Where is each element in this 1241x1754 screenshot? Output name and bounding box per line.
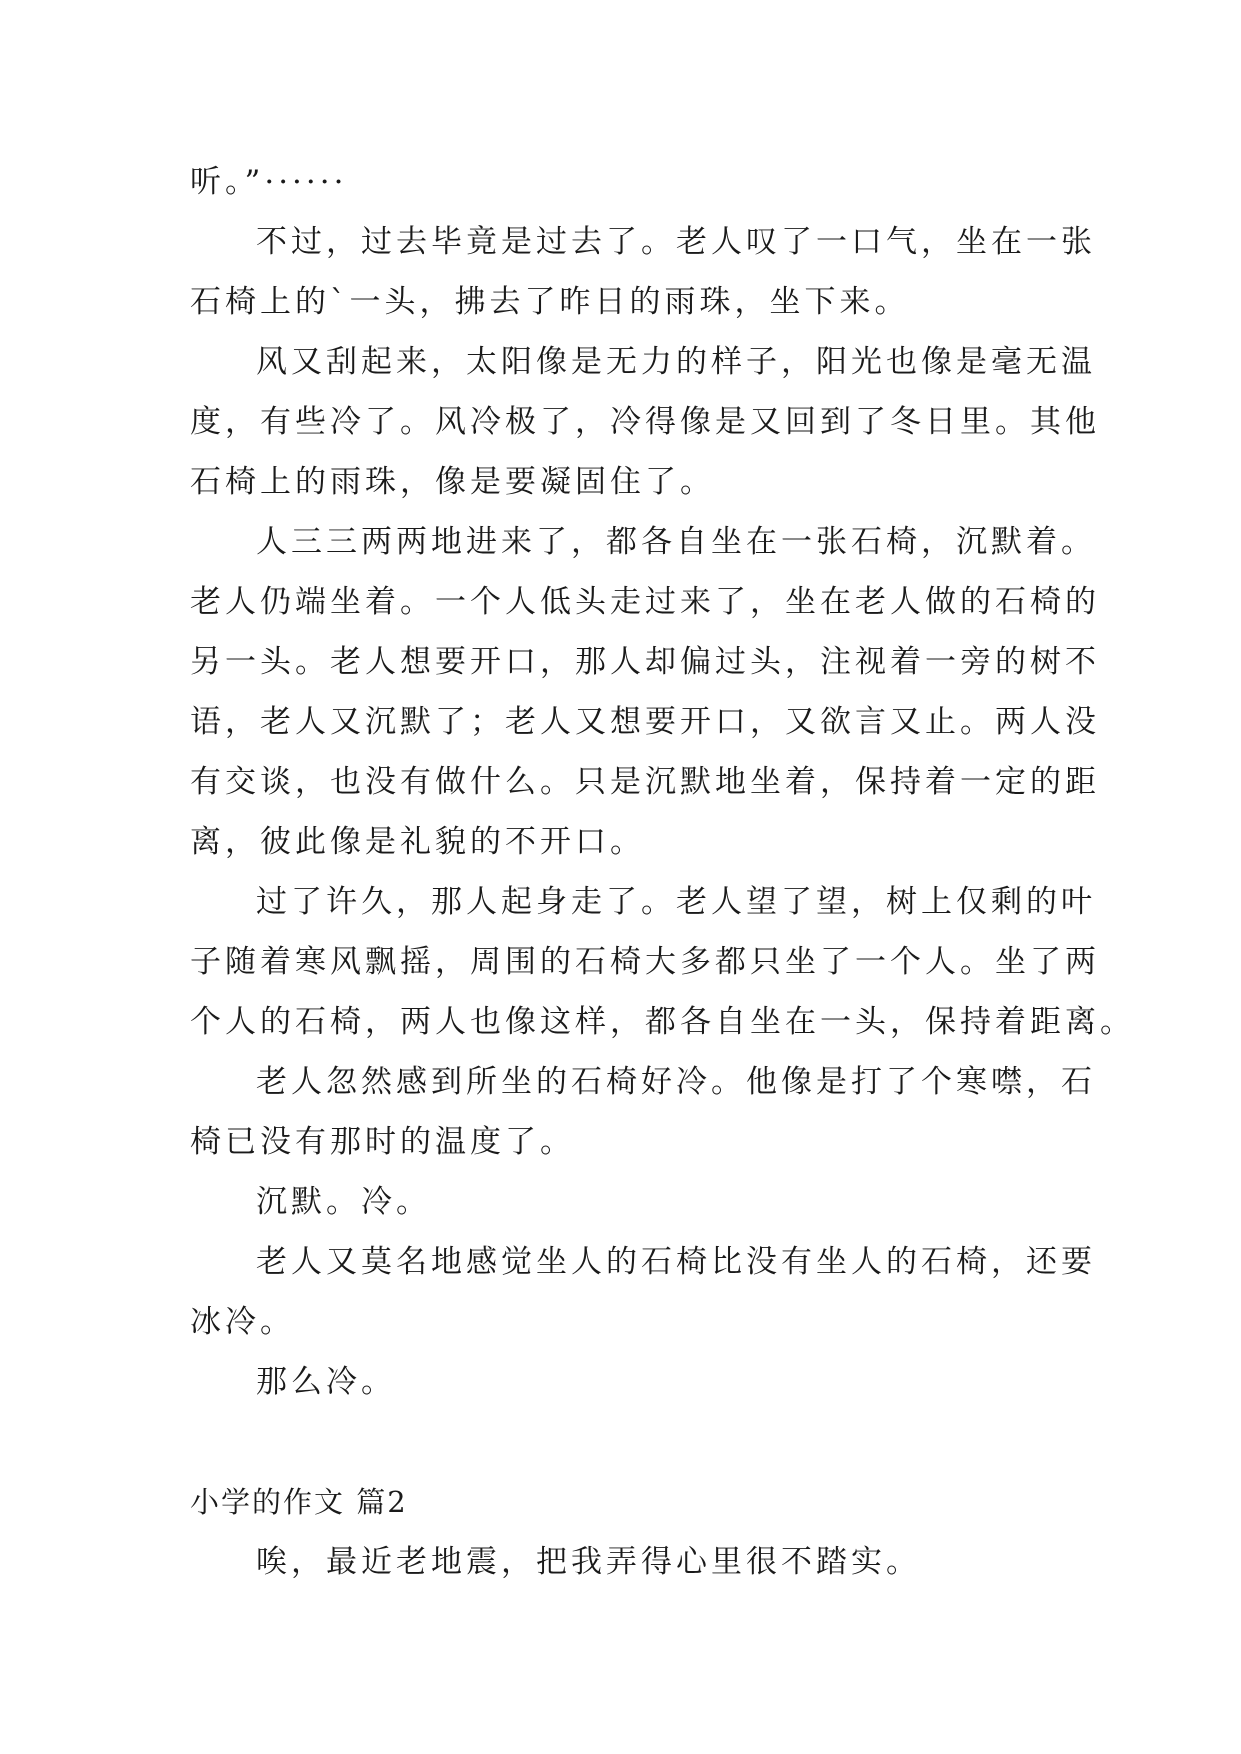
paragraph-line: 另一头。老人想要开口，那人却偏过头，注视着一旁的树不 [190, 644, 1100, 680]
paragraph-line: 老人仍端坐着。一个人低头走过来了，坐在老人做的石椅的 [190, 584, 1100, 620]
paragraph-line: 冰冷。 [190, 1304, 295, 1340]
paragraph-line: 老人又莫名地感觉坐人的石椅比没有坐人的石椅，还要 [256, 1244, 1096, 1280]
paragraph-line: 那么冷。 [256, 1364, 396, 1400]
paragraph [190, 1352, 1052, 1412]
paragraph-line: 有交谈，也没有做什么。只是沉默地坐着，保持着一定的距 [190, 764, 1100, 800]
paragraph [190, 1232, 1096, 1352]
paragraph [190, 872, 1135, 1052]
paragraph [190, 1052, 1096, 1172]
paragraph-line: 离，彼此像是礼貌的不开口。 [190, 824, 645, 860]
paragraph-line: 石椅上的`一头，拂去了昨日的雨珠，坐下来。 [190, 284, 910, 320]
paragraph-line: 子随着寒风飘摇，周围的石椅大多都只坐了一个人。坐了两 [190, 944, 1100, 980]
opening-line: 听。”······ [190, 164, 348, 200]
paragraph-line: 个人的石椅，两人也像这样，都各自坐在一头，保持着距离。 [190, 1004, 1135, 1040]
paragraph-line: 不过，过去毕竟是过去了。老人叹了一口气，坐在一张 [256, 224, 1096, 260]
paragraph [190, 512, 1100, 872]
paragraph-line: 石椅上的雨珠，像是要凝固住了。 [190, 464, 715, 500]
section-paragraph: 唉，最近老地震，把我弄得心里很不踏实。 [256, 1544, 921, 1580]
document-body [190, 152, 1135, 1592]
paragraph-line: 过了许久，那人起身走了。老人望了望，树上仅剩的叶 [256, 884, 1096, 920]
paragraph-line: 老人忽然感到所坐的石椅好冷。他像是打了个寒噤，石 [256, 1064, 1096, 1100]
paragraph-line: 人三三两两地进来了，都各自坐在一张石椅，沉默着。 [256, 524, 1096, 560]
paragraph-line: 度，有些冷了。风冷极了，冷得像是又回到了冬日里。其他 [190, 404, 1100, 440]
paragraph [190, 332, 1100, 512]
paragraph-line: 风又刮起来，太阳像是无力的样子，阳光也像是毫无温 [256, 344, 1096, 380]
section-gap [190, 1412, 1052, 1472]
section-heading: 小学的作文 篇2 [190, 1485, 408, 1519]
paragraph [190, 212, 1096, 332]
paragraph-line: 椅已没有那时的温度了。 [190, 1124, 575, 1160]
paragraph-line: 语，老人又沉默了；老人又想要开口，又欲言又止。两人没 [190, 704, 1100, 740]
paragraph [190, 1172, 1052, 1232]
paragraph-line: 沉默。冷。 [256, 1184, 431, 1220]
